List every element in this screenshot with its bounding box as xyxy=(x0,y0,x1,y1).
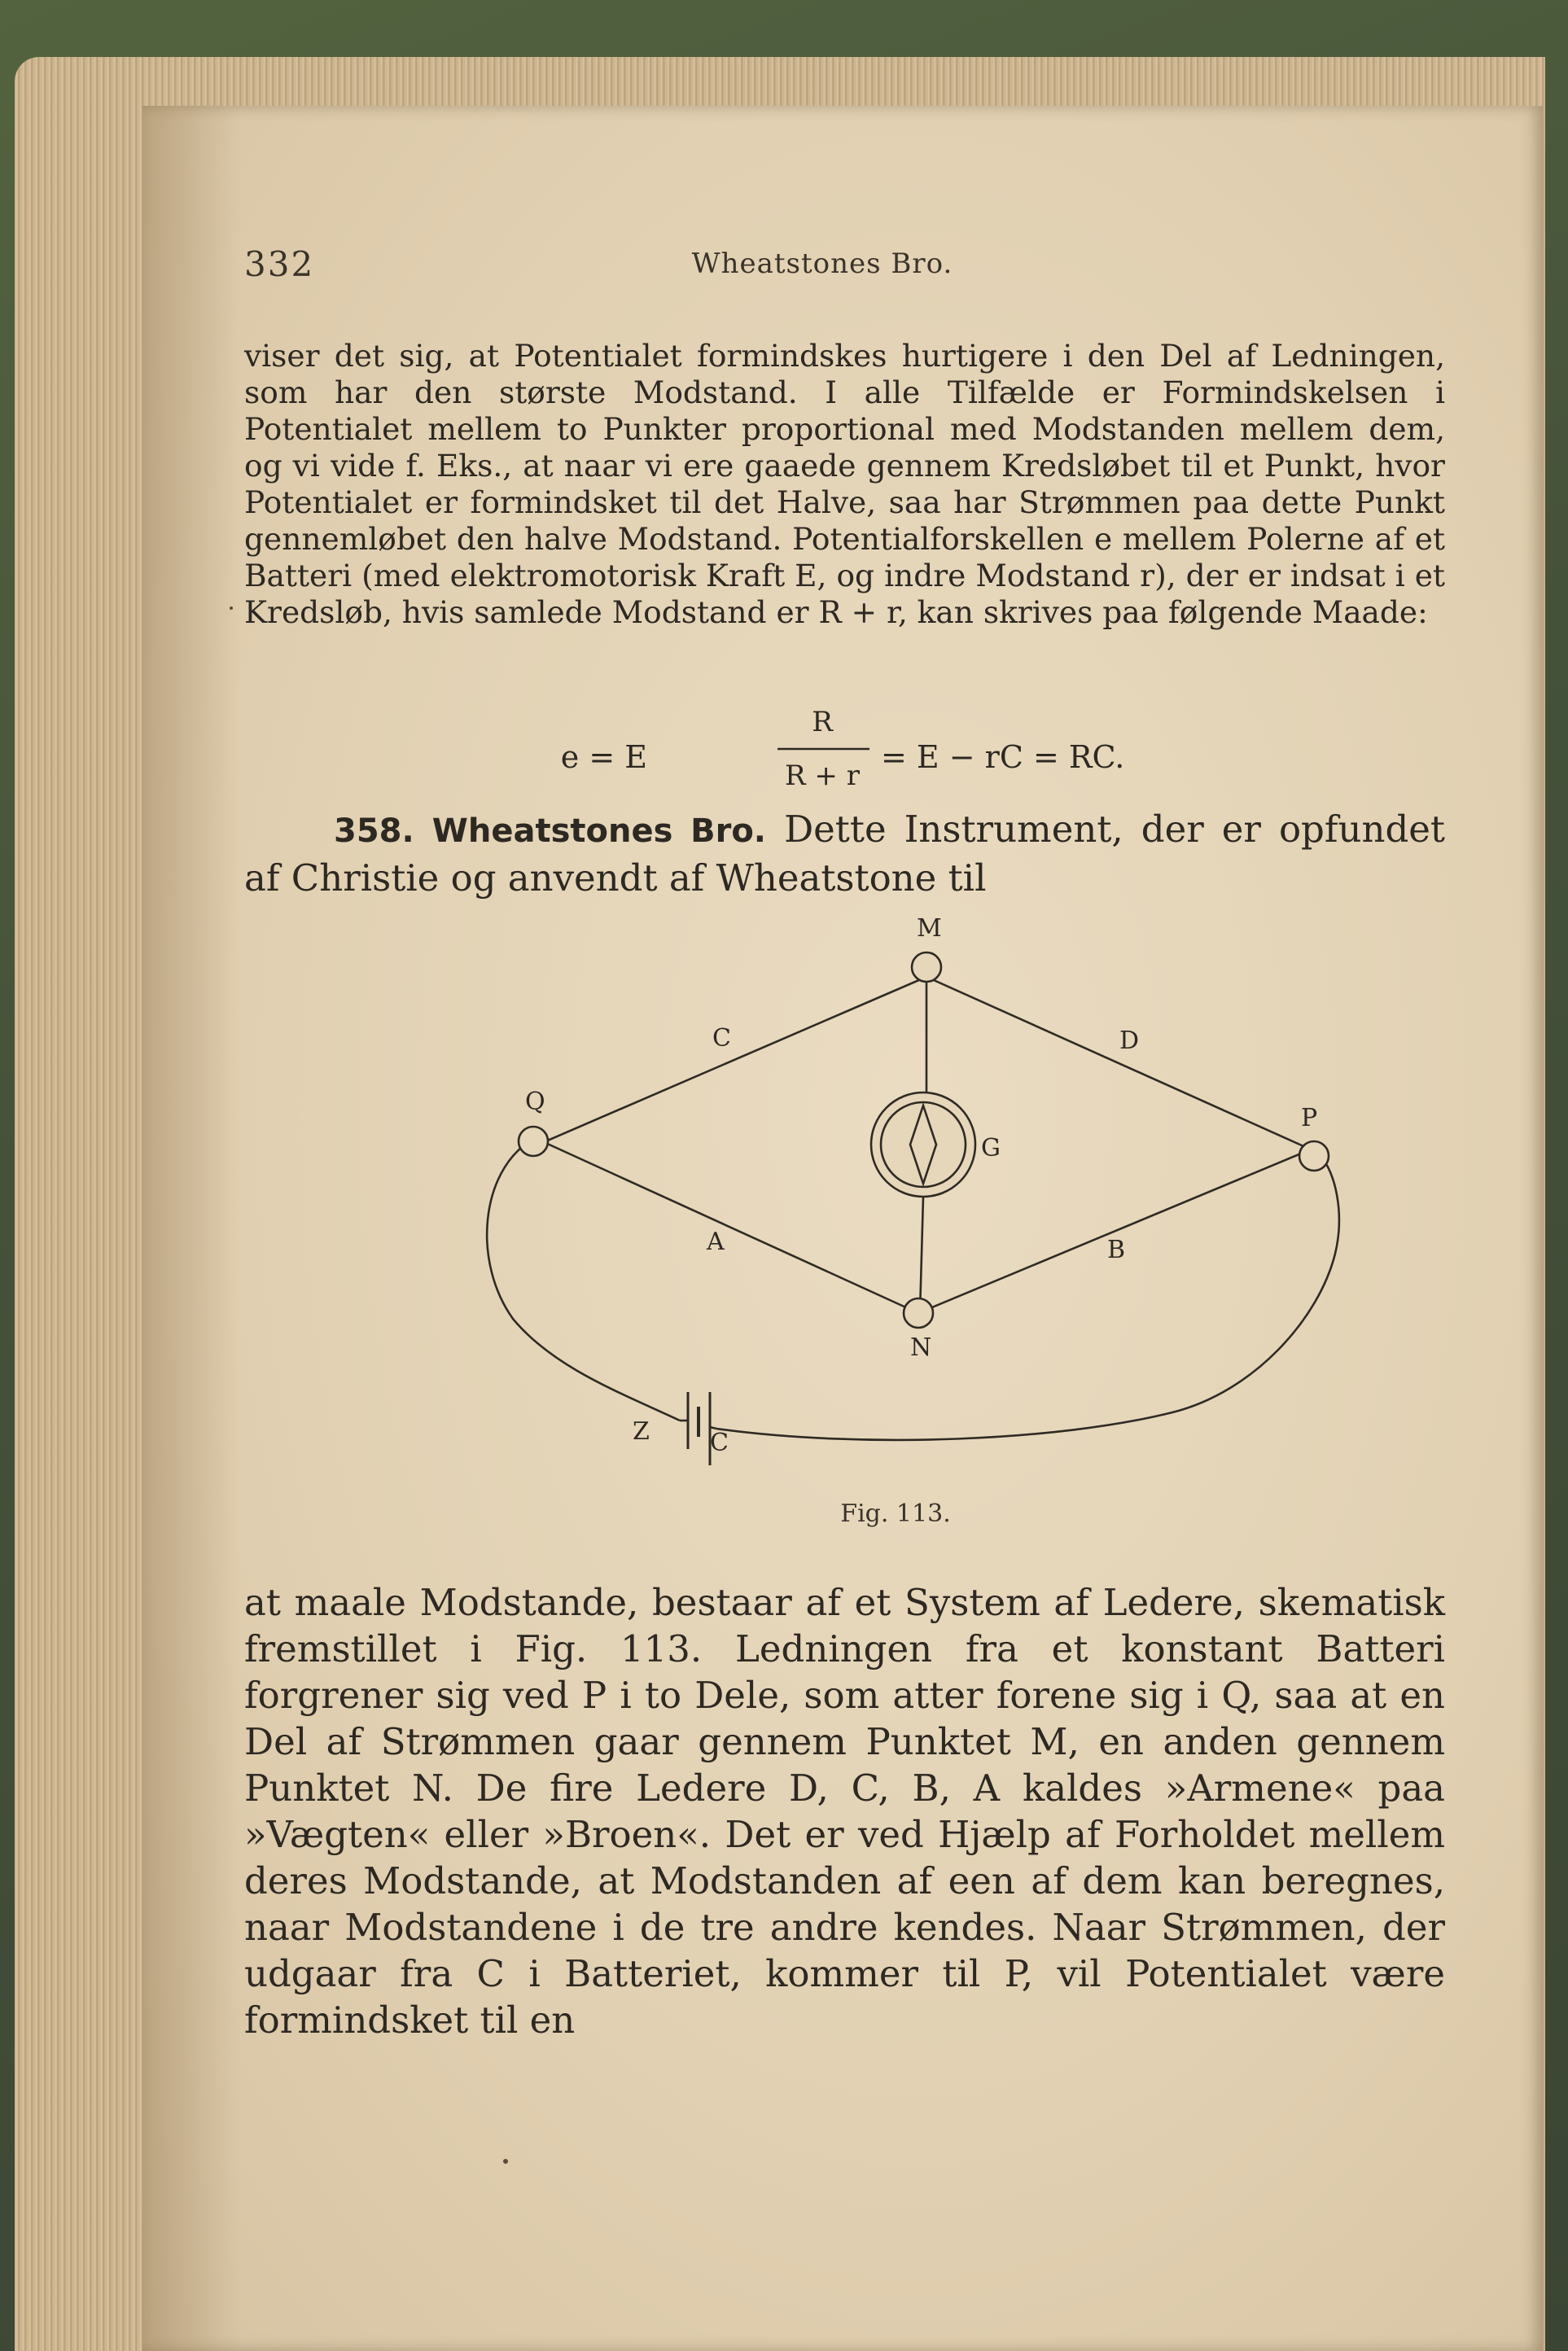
arm-b-wire xyxy=(918,1149,1311,1313)
label-p: P xyxy=(1301,1104,1318,1132)
label-battery-z: Z xyxy=(633,1417,650,1446)
formula-numerator: R xyxy=(812,708,833,738)
formula-svg xyxy=(0,708,1161,798)
node-n xyxy=(904,1298,933,1328)
formula-lhs: e = E xyxy=(560,739,647,775)
label-arm-d: D xyxy=(1119,1027,1140,1055)
label-arm-b: B xyxy=(1107,1236,1126,1264)
node-q xyxy=(519,1127,548,1156)
node-p xyxy=(1299,1141,1329,1171)
label-m: M xyxy=(917,914,942,943)
section-heading-paragraph xyxy=(244,806,1445,901)
battery-lead-right xyxy=(716,1156,1339,1440)
section-text: Dette Instrument, der er opfundet af Christie og anvendt af Wheatstone til xyxy=(244,808,1446,900)
running-title: Wheatstones Bro. xyxy=(691,247,953,280)
formula-rhs: = E − rC = RC. xyxy=(881,739,1125,775)
paper-speck xyxy=(503,2159,508,2164)
galvanometer-wire-bottom xyxy=(920,1197,923,1313)
continuation-text: at maale Modstande, bestaar af et System af Ledere, skematisk fremstillet i Fig. 113. Ledningen fra et konstant Batteri forgrener sig ved P i to Dele, som atter forene sig i Q, saa at en Del af Strømmen gaar gennem Punktet M, en anden gennem Punktet N. De fire Ledere D, C, B, A kaldes »Armene« paa »Vægten« eller »Broen«. Det er ved Hjælp af Forholdet mellem deres Modstande, at Modstanden af een af dem kan beregnes, naar Modstandene i de tre andre kendes. Naar Strømmen, der udgaar fra C i Batteriet, kommer til P, vil Potentialet være formindsket til en xyxy=(244,1581,1445,2042)
continuation-paragraph xyxy=(244,1579,1445,2043)
intro-paragraph xyxy=(244,338,1445,631)
figure-caption: Fig. 113. xyxy=(840,1499,951,1528)
label-arm-a: A xyxy=(707,1228,725,1256)
arm-a-wire xyxy=(544,1142,918,1313)
label-q: Q xyxy=(525,1088,545,1116)
label-galvanometer: G xyxy=(981,1134,1001,1162)
wheatstone-bridge-figure xyxy=(440,912,1384,1498)
section-number: 358. xyxy=(334,812,414,850)
formula-denominator: R + r xyxy=(785,760,860,792)
label-n: N xyxy=(910,1333,932,1362)
label-arm-c: C xyxy=(712,1024,731,1053)
arm-c-wire xyxy=(544,977,926,1142)
node-m xyxy=(912,952,941,982)
page-header xyxy=(244,244,1400,293)
label-battery-c: C xyxy=(710,1429,729,1457)
formula xyxy=(0,708,1161,798)
page-number: 332 xyxy=(244,244,315,284)
arm-d-wire xyxy=(926,977,1311,1149)
intro-text: viser det sig, at Potentialet formindskes hurtigere i den Del af Ledningen, som har den største Modstand. I alle Tilfælde er Formindskelsen i Potentialet mellem to Punkter proportional med Modstanden mellem dem, og vi vide f. Eks., at naar vi ere gaaede gennem Kredsløbet til et Punkt, hvor Potentialet er formindsket til det Halve, saa har Strømmen paa dette Punkt gennemløbet den halve Modstand. Potentialforskellen e mellem Polerne af et Batteri (med elektromotorisk Kraft E, og indre Modstand r), der er indsat i et Kredsløb, hvis samlede Modstand er R + r, kan skrives paa følgende Maade: xyxy=(244,338,1445,630)
section-title: Wheatstones Bro. xyxy=(431,812,766,850)
battery-lead-left xyxy=(487,1140,680,1421)
paper-speck xyxy=(230,606,233,610)
